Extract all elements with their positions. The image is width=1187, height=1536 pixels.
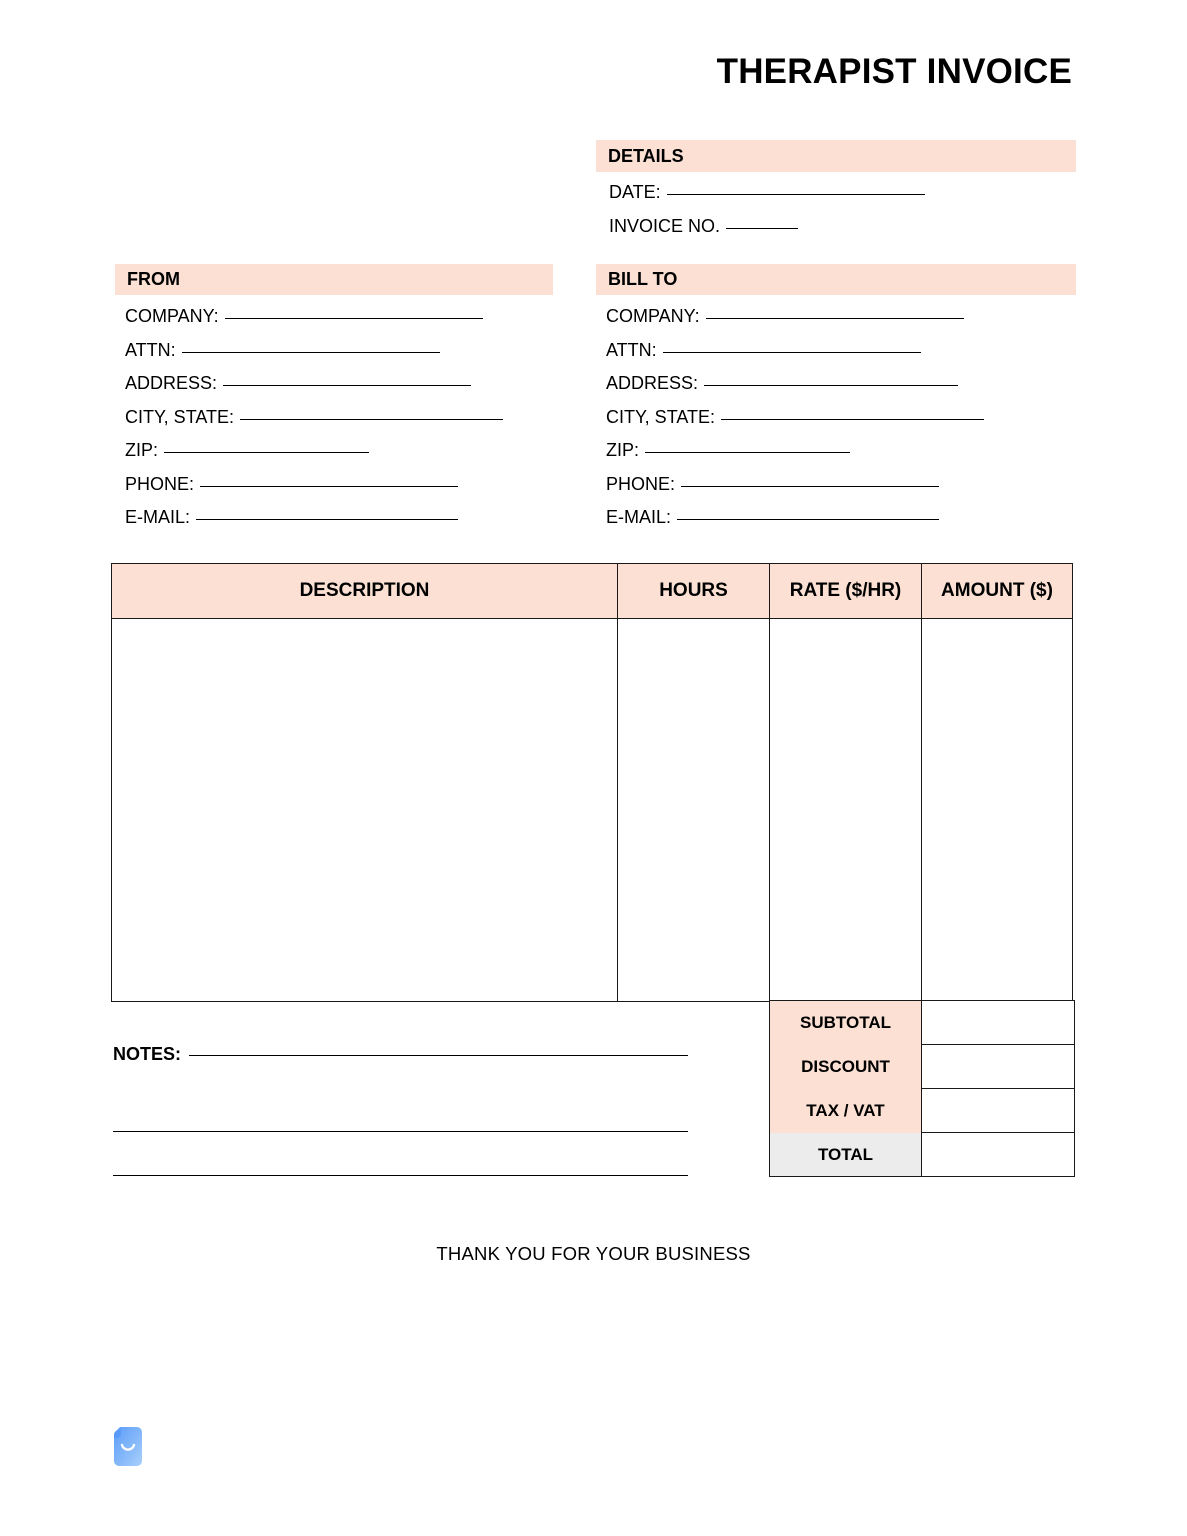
from-label: E-MAIL:	[125, 507, 191, 527]
bill-to-section-header	[596, 264, 1076, 295]
from-field-list	[125, 300, 503, 535]
page-title: THERAPIST INVOICE	[716, 52, 1072, 91]
from-field-row	[125, 501, 503, 535]
line-items-table	[111, 563, 1073, 1002]
from-input-line[interactable]	[223, 385, 471, 386]
bill-to-field-row	[606, 468, 984, 502]
details-field-row	[609, 210, 925, 244]
bill-to-field-row	[606, 300, 984, 334]
details-input-line[interactable]	[667, 194, 925, 195]
cell-rate[interactable]	[770, 619, 922, 1002]
column-header-rate-hr: RATE ($/HR)	[770, 564, 922, 619]
from-field-row	[125, 334, 503, 368]
from-input-line[interactable]	[225, 318, 483, 319]
details-input-line[interactable]	[726, 228, 798, 229]
from-label: CITY, STATE:	[125, 406, 235, 427]
from-field-row	[125, 434, 503, 468]
column-header-description: DESCRIPTION	[112, 564, 618, 619]
table-row	[112, 619, 1073, 1002]
bill-to-input-line[interactable]	[704, 385, 958, 386]
totals-row	[770, 1133, 1075, 1177]
details-label: DATE:	[609, 182, 661, 202]
from-input-line[interactable]	[182, 352, 440, 353]
details-label: INVOICE NO.	[609, 215, 721, 236]
line-items-body	[112, 619, 1073, 1002]
bill-to-label: COMPANY:	[606, 306, 700, 326]
from-input-line[interactable]	[240, 419, 503, 420]
bill-to-input-line[interactable]	[677, 519, 939, 520]
bill-to-input-line[interactable]	[721, 419, 984, 420]
from-label: COMPANY:	[125, 306, 219, 326]
totals-label-tax-vat: TAX / VAT	[770, 1089, 922, 1133]
line-items-header-row	[112, 564, 1073, 619]
bill-to-label: E-MAIL:	[606, 507, 672, 527]
from-label: ATTN:	[125, 339, 176, 360]
details-heading-label: DETAILS	[608, 145, 684, 166]
bill-to-input-line[interactable]	[645, 452, 850, 453]
from-input-line[interactable]	[196, 519, 458, 520]
totals-value-subtotal[interactable]	[922, 1001, 1075, 1045]
totals-row	[770, 1001, 1075, 1045]
details-section-header	[596, 140, 1076, 172]
totals-table	[769, 1000, 1075, 1177]
column-header-hours: HOURS	[618, 564, 770, 619]
bill-to-input-line[interactable]	[681, 486, 939, 487]
details-field-list	[609, 176, 925, 243]
notes-label: NOTES:	[113, 1044, 182, 1064]
notes-first-row	[113, 1044, 688, 1088]
bill-to-field-row	[606, 434, 984, 468]
from-field-row	[125, 367, 503, 401]
bill-to-field-row	[606, 367, 984, 401]
bill-to-label: ADDRESS:	[606, 373, 699, 393]
bill-to-field-list	[606, 300, 984, 535]
totals-body	[770, 1001, 1075, 1177]
totals-value-total[interactable]	[922, 1133, 1075, 1177]
from-heading-label: FROM	[127, 269, 180, 289]
details-field-row	[609, 176, 925, 210]
totals-label-total: TOTAL	[770, 1133, 922, 1177]
bill-to-field-row	[606, 401, 984, 435]
bill-to-input-line[interactable]	[706, 318, 964, 319]
bill-to-field-row	[606, 501, 984, 535]
notes-input-line-2[interactable]	[113, 1088, 688, 1132]
from-label: ADDRESS:	[125, 373, 218, 393]
totals-label-discount: DISCOUNT	[770, 1045, 922, 1089]
column-header-amount: AMOUNT ($)	[922, 564, 1073, 619]
notes-input-line-1[interactable]	[189, 1055, 688, 1056]
from-label: ZIP:	[125, 440, 159, 460]
from-label: PHONE:	[125, 473, 195, 494]
bill-to-label: PHONE:	[606, 473, 676, 494]
from-input-line[interactable]	[164, 452, 369, 453]
totals-value-discount[interactable]	[922, 1045, 1075, 1089]
notes-section	[113, 1044, 688, 1176]
bill-to-label: CITY, STATE:	[606, 406, 716, 427]
bill-to-input-line[interactable]	[663, 352, 921, 353]
bill-to-label: ATTN:	[606, 339, 657, 360]
bill-to-label: ZIP:	[606, 440, 640, 460]
bill-to-heading-label: BILL TO	[608, 269, 678, 289]
from-input-line[interactable]	[200, 486, 458, 487]
thank-you-message: THANK YOU FOR YOUR BUSINESS	[436, 1243, 751, 1264]
totals-row	[770, 1089, 1075, 1133]
cell-description[interactable]	[112, 619, 618, 1002]
cell-amount[interactable]	[922, 619, 1073, 1002]
from-field-row	[125, 300, 503, 334]
document-smile-logo-icon	[110, 1426, 146, 1468]
notes-input-line-3[interactable]	[113, 1132, 688, 1176]
totals-label-subtotal: SUBTOTAL	[770, 1001, 922, 1045]
totals-value-tax-vat[interactable]	[922, 1089, 1075, 1133]
table-header-row	[112, 564, 1073, 619]
totals-row	[770, 1045, 1075, 1089]
from-field-row	[125, 401, 503, 435]
bill-to-field-row	[606, 334, 984, 368]
from-field-row	[125, 468, 503, 502]
from-section-header	[115, 264, 553, 295]
cell-hours[interactable]	[618, 619, 770, 1002]
